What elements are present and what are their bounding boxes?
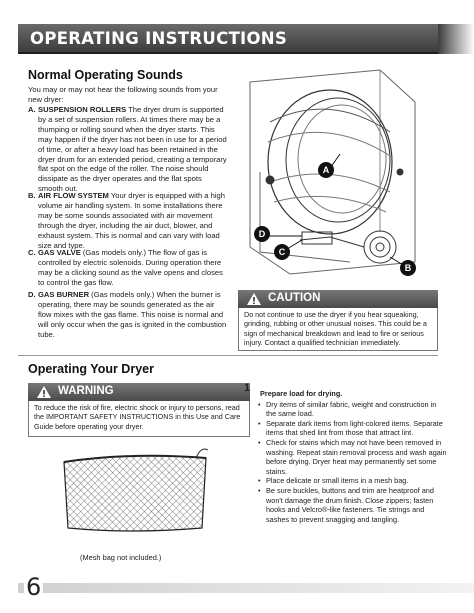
bullet-item: • Place delicate or small items in a mesh bag. [258, 476, 448, 486]
step-bullets [258, 400, 448, 525]
list-item [28, 191, 228, 250]
dryer-drum-illustration [230, 62, 428, 282]
normal-sounds-heading: Normal Operating Sounds [28, 68, 183, 82]
item-name: AIR FLOW SYSTEM [38, 191, 109, 200]
mesh-bag-caption: (Mesh bag not included.) [80, 553, 162, 562]
step-number: 1 [244, 382, 251, 394]
list-item [28, 248, 228, 288]
header-fade [438, 24, 474, 54]
mesh-bag-illustration [56, 444, 211, 534]
item-name: GAS BURNER [38, 290, 90, 299]
item-letter: D. [28, 290, 36, 299]
item-letter: C. [28, 248, 36, 257]
page-title: OPERATING INSTRUCTIONS [30, 29, 288, 48]
item-name: SUSPENSION ROLLERS [38, 105, 127, 114]
warning-triangle-icon [36, 385, 52, 399]
callout-c-label: C [278, 247, 286, 257]
bullet-item: • Check for stains which may not have been removed in washing. Repeat stain removal process and wash again before drying. Dryer heat may permanently set some stains. [258, 438, 448, 476]
bullet-item: • Separate dark items from light-colored items. Separate items that shed lint from those that attract lint. [258, 419, 448, 438]
callout-a-label: A [322, 165, 330, 175]
item-letter: A. [28, 105, 36, 114]
normal-sounds-intro: You may or may not hear the following sounds from your new dryer: [28, 85, 218, 104]
item-text: (Gas models only.) The flow of gas is controlled by electric solenoids. During operation there may be a clicking sound as the valve opens and closes to control the gas flow. [38, 248, 223, 287]
caution-header [238, 290, 438, 308]
section-divider [18, 355, 438, 356]
warning-triangle-icon [246, 292, 262, 306]
step-1-block [244, 382, 448, 524]
bullet-item: • Be sure buckles, buttons and trim are heatproof and won't damage the drum finish. Close zippers; fasten hooks and Velcro®-like fasteners. Tie strings and sashes to prevent snagging and tangling. [258, 486, 448, 524]
page-number: 6 [26, 573, 42, 601]
bullet-item: • Dry items of similar fabric, weight and construction in the same load. [258, 400, 448, 419]
item-text: (Gas models only.) When the burner is operating, there may be sounds generated as the air flow mixes with the gas flame. This noise is normal and will only occur when the gas is ignited in the combustion tube. [38, 290, 227, 339]
callout-b-label: B [404, 263, 412, 273]
item-text: Your dryer is equipped with a high volume air handling system. In some installations there may be some sounds associated with air movement through the dryer, including the air duct, blower, and exhaust system. This is normal and can vary with load size and type. [38, 191, 225, 250]
footer-bar [18, 583, 474, 593]
warning-text: To reduce the risk of fire, electric shock or injury to persons, read the IMPORTANT SAFETY INSTRUCTIONS in this Use and Care Guide before operating your dryer. [28, 401, 250, 437]
step-title: Prepare load for drying. [260, 389, 343, 398]
warning-title: WARNING [58, 385, 114, 397]
item-text: The dryer drum is supported by a set of suspension rollers. At times there may be a thumping or rolling sound when the dryer starts. This may happen if the dryer has not been in use for a period of time, or after a heavy load has been retained in the dryer drum for an extended period, creating a temporary flat spot on the edge of the roller. The noise should dissipate as the dryer operates and the flat spots smooth out. [38, 105, 227, 194]
list-item [28, 290, 228, 340]
item-letter: B. [28, 191, 36, 200]
caution-title: CAUTION [268, 292, 321, 304]
warning-header [28, 383, 250, 401]
section-header-bar [18, 24, 438, 54]
item-name: GAS VALVE [38, 248, 81, 257]
caution-text: Do not continue to use the dryer if you hear squeaking, grinding, rubbing or other unusual noises. This could be a sign of mechanical breakdown and lead to fire or serious injury. Contact a qualified technician immediately. [238, 308, 438, 351]
callout-d-label: D [258, 229, 266, 239]
operating-heading: Operating Your Dryer [28, 362, 154, 376]
list-item [28, 105, 228, 194]
